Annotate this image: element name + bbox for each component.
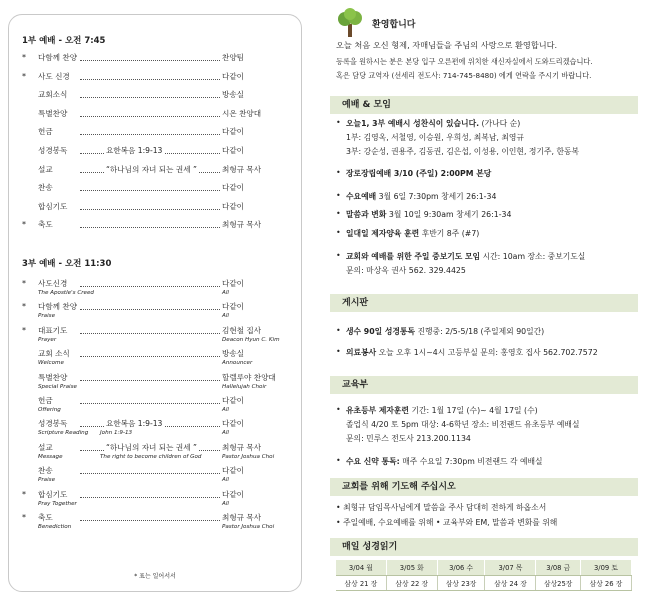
bullet: • <box>336 118 341 127</box>
stand-marker: * <box>22 302 26 312</box>
stand-marker: * <box>22 325 26 335</box>
reading-chapter-cell: 삼상 26 장 <box>580 575 631 590</box>
elder-ordination-notice: 장로장립예배 3/10 (주일) 2:00PM 본당 <box>346 169 492 178</box>
order-item-leader: 최형규 목사 <box>222 442 262 452</box>
order-item-label: 찬송 <box>38 183 53 193</box>
bible-reading-notice: 생수 90일 성경통독 진행중: 2/5-5/18 (주일제외 90일간) <box>346 327 545 336</box>
board-section-header: 게시판 <box>330 294 638 312</box>
order-row <box>22 489 282 501</box>
order-item-leader: 다같이 <box>222 466 245 476</box>
order-item-label: 다함께 찬양 <box>38 53 78 62</box>
prayer-line2: • 주일예배, 수요예배를 위해 • 교육부와 EM, 말씀과 변화를 위해 <box>336 518 558 527</box>
order-item-english-leader: All <box>222 500 229 507</box>
order-item-leader: 다같이 <box>222 146 245 155</box>
dot-leader <box>80 190 220 191</box>
service3-title: 3부 예배 - 오전 11:30 <box>22 259 112 269</box>
order-row <box>22 126 282 138</box>
order-item-english: Benediction <box>38 524 72 530</box>
order-row <box>22 52 282 64</box>
order-row <box>22 219 282 231</box>
order-row <box>22 201 282 213</box>
order-item-english: Scripture Reading <box>38 430 89 437</box>
bullet: • <box>336 456 341 465</box>
reading-chapter-cell: 삼상25장 <box>536 575 580 590</box>
order-item-label: 축도 <box>38 220 53 230</box>
graduation-info: 졸업식 4/20 토 5pm 대상: 4-6학년 장소: 비전랜드 유초등부 예배실 <box>346 420 580 429</box>
order-item-english-leader: Announcer <box>222 360 253 367</box>
reading-section-header: 매일 성경읽기 <box>330 538 638 556</box>
communion-list-1: 1부: 김영옥, 서철영, 이승원, 우희성, 최복남, 최영규 <box>346 133 524 142</box>
bullet: • <box>336 326 341 335</box>
dot-leader <box>80 356 220 357</box>
order-item-leader: 다같이 <box>222 489 245 499</box>
order-item-english: Special Praise <box>38 383 77 390</box>
order-item-label: 합심기도 <box>38 201 68 211</box>
bullet: • <box>336 228 341 237</box>
order-item-english-leader: Hallelujah Choir <box>222 383 267 390</box>
order-row <box>22 108 282 120</box>
order-row <box>22 418 282 430</box>
order-row <box>22 278 282 290</box>
order-item-leader: 방송실 <box>222 90 245 100</box>
medical-service-notice: 의료봉사 오늘 오후 1시~4시 고등부실 문의: 홍영호 집사 562.702.7572 <box>346 348 598 357</box>
order-item-leader: 시온 찬양대 <box>222 108 262 118</box>
reading-day-cell: 3/09 토 <box>580 560 631 575</box>
order-item-english: Praise <box>38 477 56 484</box>
order-item-english-detail: John 1:9-13 <box>100 430 133 437</box>
bullet: • <box>336 209 341 218</box>
order-row <box>22 348 282 360</box>
order-item-leader: 할렐루야 찬양대 <box>222 372 276 382</box>
dot-leader <box>80 403 220 404</box>
order-item-detail: 요한복음 1:9-13 <box>106 419 163 429</box>
youth-discipleship-notice: 유초등부 제자훈련 기간: 1월 17일 (수)~ 4월 17일 (수) <box>346 406 538 415</box>
bullet: • <box>336 405 341 414</box>
order-item-leader: 다같이 <box>222 396 245 405</box>
daily-reading-table <box>336 560 632 591</box>
reading-day-cell: 3/04 월 <box>336 560 386 575</box>
order-item-detail: 요한복음 1:9-13 <box>106 146 163 155</box>
bullet: • <box>336 191 341 200</box>
order-item-english-leader: Pastor Joshua Choi <box>222 453 275 460</box>
order-item-leader: 다같이 <box>222 127 245 137</box>
order-row <box>22 325 282 337</box>
dot-leader <box>80 497 220 498</box>
order-item-detail: “하나님의 자녀 되는 권세 ” <box>106 164 197 174</box>
service1-title: 1부 예배 - 오전 7:45 <box>22 36 106 46</box>
bullet: • <box>336 251 341 260</box>
order-item-label: 성경봉독 <box>38 146 68 155</box>
order-item-english: Prayer <box>38 336 57 343</box>
order-item-english-leader: Pastor Joshua Choi <box>222 524 275 530</box>
order-item-english: The Apostle's Creed <box>38 290 94 296</box>
stand-marker: * <box>22 53 26 62</box>
order-item-english: Offering <box>38 407 61 413</box>
reading-chapter-cell: 삼상 22 장 <box>386 575 437 590</box>
order-item-label: 성경봉독 <box>38 419 68 429</box>
education-section-header: 교육부 <box>330 376 638 394</box>
order-row <box>22 145 282 157</box>
order-item-leader: 방송실 <box>222 349 245 359</box>
order-item-label: 특별찬양 <box>38 108 68 118</box>
order-item-leader: 찬양팀 <box>222 53 245 62</box>
dot-leader <box>80 227 220 228</box>
bullet: • <box>336 168 341 177</box>
order-item-label: 찬송 <box>38 466 53 476</box>
welcome-title: 환영합니다 <box>372 20 416 30</box>
order-item-label: 대표기도 <box>38 325 68 335</box>
order-row <box>22 512 282 524</box>
order-item-label: 사도 신경 <box>38 71 70 81</box>
intercession-notice: 교회와 예배를 위한 주일 중보기도 모임 시간: 10am 장소: 중보기도실 <box>346 252 586 261</box>
intercession-contact: 문의: 마상옥 권사 562. 329.4425 <box>346 266 466 275</box>
dot-leader <box>80 134 220 135</box>
order-row <box>22 465 282 477</box>
order-row <box>22 182 282 194</box>
standing-footnote: * 표는 일어서서 <box>134 573 176 580</box>
order-item-english: Pray Together <box>38 500 77 507</box>
reading-chapters-row <box>336 575 632 590</box>
order-item-leader: 다같이 <box>222 71 245 81</box>
dot-leader <box>80 309 220 310</box>
dot-leader <box>80 333 220 334</box>
order-item-label: 헌금 <box>38 127 53 137</box>
welcome-line3: 혹은 담당 교역자 (선세리 전도사: 714-745-8480) 에게 연락을 주시기 바랍니다. <box>336 71 592 80</box>
dot-leader <box>80 286 220 287</box>
order-item-english-leader: All <box>222 313 229 320</box>
order-item-label: 다함께 찬양 <box>38 302 78 312</box>
communion-notice: 오늘1, 3부 예배시 성찬식이 있습니다. (가나다 순) <box>346 119 521 128</box>
word-and-change-notice: 말씀과 변화 3월 10일 9:30am 창세기 26:1-34 <box>346 210 512 219</box>
order-row <box>22 164 282 176</box>
order-row <box>22 395 282 407</box>
order-item-leader: 다같이 <box>222 419 245 429</box>
order-item-english: Praise <box>38 313 56 320</box>
order-item-label: 교회소식 <box>38 90 68 100</box>
order-item-label: 합심기도 <box>38 489 68 499</box>
discipleship-notice: 일대일 제자양육 훈련 후반기 8주 (#7) <box>346 229 480 238</box>
order-item-english-leader: All <box>222 407 229 413</box>
welcome-line2: 등록을 원하시는 분은 본당 입구 오른편에 위치한 새신자실에서 도와드리겠습니다. <box>336 57 593 66</box>
dot-leader <box>80 473 220 474</box>
welcome-line1: 오늘 처음 오신 형제, 자매님들을 주님의 사랑으로 환영합니다. <box>336 40 558 50</box>
order-row <box>22 71 282 83</box>
education-contact: 문의: 민루스 전도사 213.200.1134 <box>346 434 471 443</box>
prayer-section-header: 교회를 위해 기도해 주십시오 <box>330 478 638 496</box>
dot-leader <box>80 380 220 381</box>
order-item-label: 축도 <box>38 513 53 522</box>
tree-icon <box>336 8 364 38</box>
stand-marker: * <box>22 489 26 499</box>
order-item-leader: 최형규 목사 <box>222 220 262 230</box>
dot-leader <box>80 60 220 61</box>
dot-leader <box>80 97 220 98</box>
order-item-label: 헌금 <box>38 396 53 405</box>
bullet: • <box>336 347 341 356</box>
dot-leader <box>80 79 220 80</box>
order-row <box>22 372 282 384</box>
order-item-label: 사도신경 <box>38 279 68 288</box>
order-item-detail: “하나님의 자녀 되는 권세 ” <box>106 442 197 452</box>
order-item-english-leader: All <box>222 290 229 296</box>
order-item-label: 설교 <box>38 164 53 174</box>
order-item-leader: 다같이 <box>222 279 245 288</box>
order-item-english: Message <box>38 453 63 460</box>
order-item-label: 특별찬양 <box>38 372 68 382</box>
stand-marker: * <box>22 279 26 288</box>
communion-list-3: 3부: 강순성, 권용주, 김동권, 김은섭, 이성용, 이인현, 정기주, 한동복 <box>346 147 580 156</box>
reading-chapter-cell: 삼상 23장 <box>437 575 485 590</box>
order-item-english-leader: Deacon Hyun C. Kim <box>222 336 280 343</box>
reading-day-cell: 3/06 수 <box>437 560 485 575</box>
dot-leader <box>80 116 220 117</box>
stand-marker: * <box>22 513 26 522</box>
order-item-leader: 다같이 <box>222 183 245 193</box>
order-item-leader: 다같이 <box>222 201 245 211</box>
order-row <box>22 442 282 454</box>
order-item-english-leader: All <box>222 477 229 484</box>
order-item-label: 교회 소식 <box>38 349 70 359</box>
wednesday-service-notice: 수요예배 3월 6일 7:30pm 창세기 26:1-34 <box>346 192 497 201</box>
order-row <box>22 301 282 313</box>
reading-day-cell: 3/05 화 <box>386 560 437 575</box>
dot-leader <box>80 520 220 521</box>
reading-day-cell: 3/08 금 <box>536 560 580 575</box>
stand-marker: * <box>22 220 26 230</box>
new-testament-reading-notice: 수요 신약 통독: 매주 수요일 7:30pm 비전랜드 각 예배실 <box>346 457 543 466</box>
reading-day-cell: 3/07 목 <box>485 560 536 575</box>
reading-chapter-cell: 삼상 24 장 <box>485 575 536 590</box>
order-item-leader: 김현철 집사 <box>222 325 262 335</box>
order-item-english: Welcome <box>38 360 64 367</box>
order-item-label: 설교 <box>38 442 53 452</box>
order-item-leader: 최형규 목사 <box>222 164 262 174</box>
order-item-leader: 최형규 목사 <box>222 513 262 522</box>
worship-section-header: 예배 & 모임 <box>330 96 638 114</box>
order-item-english-detail: The right to become children of God <box>100 453 202 460</box>
reading-chapter-cell: 삼상 21 장 <box>336 575 386 590</box>
order-item-leader: 다같이 <box>222 302 245 312</box>
stand-marker: * <box>22 71 26 81</box>
order-item-english-leader: All <box>222 430 229 437</box>
order-row <box>22 89 282 101</box>
dot-leader <box>80 209 220 210</box>
prayer-line1: • 최형규 담임목사님에게 말씀을 주사 담대히 전하게 하옵소서 <box>336 503 547 512</box>
reading-days-row <box>336 560 632 575</box>
